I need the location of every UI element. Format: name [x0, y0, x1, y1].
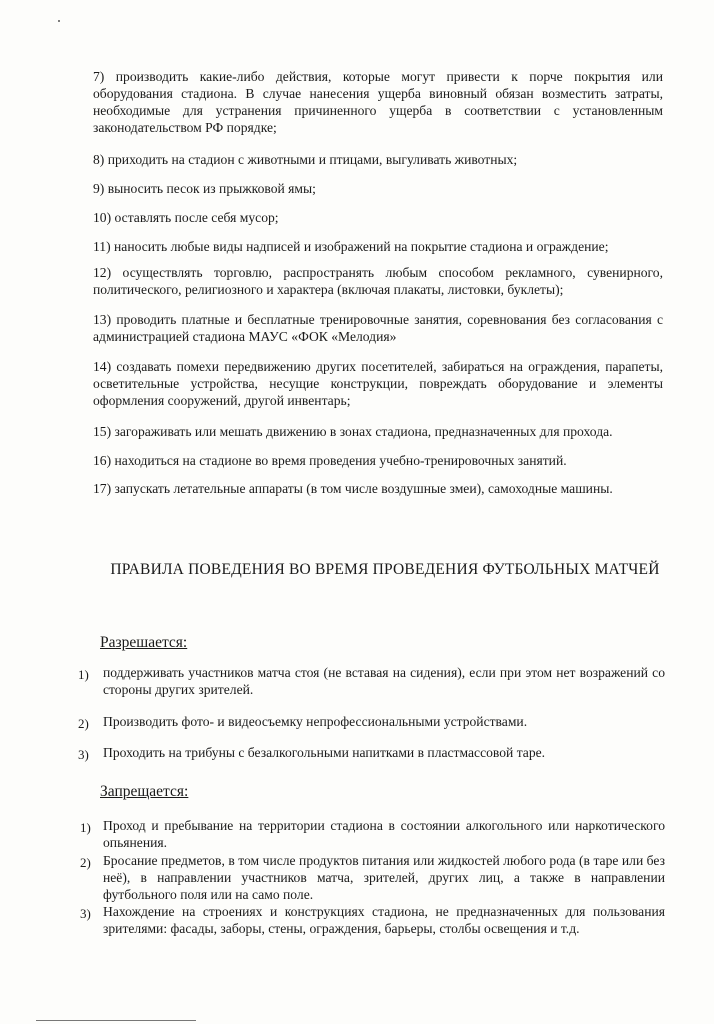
allowed-item: Производить фото- и видеосъемку непрофессиональными устройствами. — [103, 714, 528, 729]
allowed-item: поддерживать участников матча стоя (не вставая на сидения), если при этом нет возражений со стороны других зрителей. — [103, 665, 665, 697]
section-heading: ПРАВИЛА ПОВЕДЕНИЯ ВО ВРЕМЯ ПРОВЕДЕНИЯ ФУТБОЛЬНЫХ МАТЧЕЙ — [110, 561, 660, 578]
forbidden-item: Проход и пребывание на территории стадиона в состоянии алкогольного или наркотического опьянения. — [103, 818, 665, 850]
rule-11: 11) наносить любые виды надписей и изображений на покрытие стадиона и ограждение; — [93, 239, 609, 254]
rule-9: 9) выносить песок из прыжковой ямы; — [93, 181, 316, 196]
rule-7: 7) производить какие-либо действия, которые могут привести к порче покрытия или оборудования стадиона. В случае нанесения ущерба виновный обязан возместить затраты, необходимые для устранения причиненного ущерба в соответствии с установленным законодательством РФ порядке; — [93, 69, 663, 135]
forbidden-item-number: 1) — [80, 820, 91, 835]
rule-15: 15) загораживать или мешать движению в зонах стадиона, предназначенных для прохода. — [93, 424, 613, 439]
forbidden-item: Бросание предметов, в том числе продуктов питания или жидкостей любого рода (в таре или без неё), в направлении участников матча, зрителей, других лиц, а также в направлении футбольного поля или на само поле. — [103, 853, 665, 902]
rule-8: 8) приходить на стадион с животными и птицами, выгуливать животных; — [93, 152, 518, 167]
allowed-item-number: 1) — [78, 667, 89, 682]
forbidden-item: Нахождение на строениях и конструкциях стадиона, не предназначенных для пользования зрителями: фасады, заборы, стены, ограждения, барьеры, столбы освещения и т.д. — [103, 904, 665, 936]
allowed-item-number: 2) — [78, 716, 89, 731]
rule-10: 10) оставлять после себя мусор; — [93, 210, 279, 225]
rule-17: 17) запускать летательные аппараты (в том числе воздушные змеи), самоходные машины. — [93, 481, 613, 496]
rule-12: 12) осуществлять торговлю, распространять любым способом рекламного, сувенирного, политического, религиозного и характера (включая плакаты, листовки, буклеты); — [93, 265, 663, 297]
rule-13: 13) проводить платные и бесплатные тренировочные занятия, соревнования без согласования с администрацией стадиона МАУС «ФОК «Мелодия» — [93, 312, 663, 344]
forbidden-item-number: 3) — [80, 906, 91, 921]
forbidden-item-number: 2) — [80, 855, 91, 870]
allowed-title: Разрешается: — [100, 634, 188, 651]
allowed-item: Проходить на трибуны с безалкогольными напитками в пластмассовой таре. — [103, 745, 546, 760]
bottom-edge-line — [36, 1020, 196, 1021]
rule-16: 16) находиться на стадионе во время проведения учебно-тренировочных занятий. — [93, 453, 567, 468]
allowed-item-number: 3) — [78, 747, 89, 762]
rule-14: 14) создавать помехи передвижению других посетителей, забираться на ограждения, парапеты, осветительные устройства, несущие конструкции, повреждать оборудование и элементы оформления сооружений, другой инвентарь; — [93, 359, 663, 408]
scan-speck — [58, 20, 60, 22]
forbidden-title: Запрещается: — [100, 783, 189, 800]
